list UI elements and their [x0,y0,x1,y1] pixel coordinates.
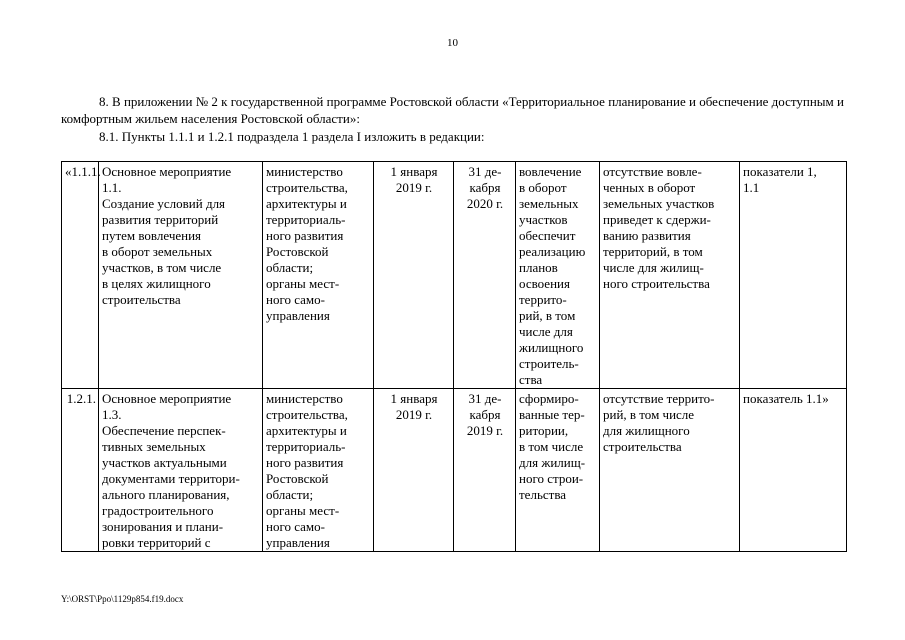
cell-line: участков, в том числе [102,260,222,275]
cell-line: планов [519,260,558,275]
cell-line: 1.1. [102,180,122,195]
cell-indicators [740,162,847,389]
cell-line: ванию развития [603,228,691,243]
cell-end-date [454,389,516,552]
cell-line: градостроительного [102,503,214,518]
cell-indicators [740,389,847,552]
cell-line: строитель- [519,356,579,371]
cell-line: области; [266,487,314,502]
cell-line: Обеспечение перспек- [102,423,226,438]
cell-line: ного строительства [603,276,710,291]
cell-line: 1.3. [102,407,122,422]
cell-line: ного само- [266,519,325,534]
cell-line: в оборот земельных [102,244,213,259]
cell-line: ного развития [266,228,344,243]
cell-line: архитектуры и [266,423,347,438]
cell-line: территориаль- [266,439,346,454]
cell-line: строительства, [266,180,348,195]
cell-line: числе для жилищ- [603,260,704,275]
cell-line: рий, в том [519,308,576,323]
cell-consequence [600,389,740,552]
cell-line: развития территорий [102,212,219,227]
cell-line: 31 де- [468,164,502,179]
program-table [61,161,847,552]
cell-line: в оборот [519,180,567,195]
table-row [62,162,847,389]
cell-line: 1 января [390,391,438,406]
cell-consequence [600,162,740,389]
cell-line: документами территори- [102,471,240,486]
cell-line: числе для [519,324,573,339]
cell-line: сформиро- [519,391,579,406]
cell-number: 1.2.1. [62,389,99,552]
cell-line: ченных в оборот [603,180,696,195]
paragraph-clause: 8.1. Пункты 1.1.1 и 1.2.1 подраздела 1 раздела I изложить в редакции: [99,129,485,144]
cell-line: ного строи- [519,471,584,486]
cell-line: 31 де- [468,391,502,406]
cell-line: освоения [519,276,570,291]
cell-line: в целях жилищного [102,276,211,291]
cell-activity [99,162,263,389]
cell-line: Ростовской [266,244,329,259]
cell-line: области; [266,260,314,275]
cell-line: путем вовлечения [102,228,202,243]
cell-line: архитектуры и [266,196,347,211]
cell-line: вовлечение [519,164,582,179]
cell-line: органы мест- [266,276,340,291]
cell-line: кабря [469,407,501,422]
cell-result [516,389,600,552]
cell-line: ного само- [266,292,325,307]
cell-line: рий, в том числе [603,407,695,422]
cell-line: территорий, в том [603,244,703,259]
cell-line: Основное мероприятие [102,391,232,406]
cell-line: тивных земельных [102,439,206,454]
cell-activity [99,389,263,552]
cell-line: для жилищного [603,423,690,438]
cell-line: в том числе [519,439,584,454]
cell-line: участков [519,212,568,227]
cell-line: жилищного [519,340,584,355]
cell-line: ального планирования, [102,487,230,502]
cell-start-date [374,389,454,552]
page-number: 10 [447,37,458,49]
cell-line: ритории, [519,423,569,438]
cell-line: управления [266,535,330,550]
cell-line: кабря [469,180,501,195]
cell-line: ного развития [266,455,344,470]
file-path-footer: Y:\ORST\Ppo\1129p854.f19.docx [61,594,184,604]
cell-line: министерство [266,164,343,179]
cell-line: 2020 г. [466,196,504,211]
cell-line: отсутствие террито- [603,391,715,406]
cell-line: земельных участков [603,196,715,211]
cell-line: 2019 г. [466,423,504,438]
cell-line: 1 января [390,164,438,179]
cell-line: территориаль- [266,212,346,227]
cell-line: реализацию [519,244,586,259]
cell-line: 2019 г. [395,407,433,422]
cell-start-date [374,162,454,389]
cell-line: строительства, [266,407,348,422]
cell-line: управления [266,308,330,323]
cell-end-date [454,162,516,389]
cell-line: министерство [266,391,343,406]
cell-line: строительства [603,439,682,454]
cell-line: показатель 1.1» [743,391,829,406]
cell-line: Создание условий для [102,196,226,211]
cell-line: Основное мероприятие [102,164,232,179]
cell-line: ства [519,372,543,387]
cell-line: тельства [519,487,567,502]
cell-number: «1.1.1. [62,162,99,389]
cell-line: земельных [519,196,579,211]
cell-result [516,162,600,389]
table-body [62,162,847,552]
cell-line: участков актуальными [102,455,227,470]
cell-line: Ростовской [266,471,329,486]
cell-line: для жилищ- [519,455,586,470]
cell-line: ровки территорий с [102,535,211,550]
table-row [62,389,847,552]
cell-line: органы мест- [266,503,340,518]
paragraph-intro: 8. В приложении № 2 к государственной программе Ростовской области «Территориальное планирование и обеспечение доступным и комфортным жильем населения Ростовской области»: [61,94,844,126]
cell-executor [263,389,374,552]
cell-line: зонирования и плани- [102,519,224,534]
cell-line: обеспечит [519,228,576,243]
cell-line: 2019 г. [395,180,433,195]
cell-line: 1.1 [743,180,760,195]
cell-line: приведет к сдержи- [603,212,711,227]
cell-line: ванные тер- [519,407,585,422]
cell-line: террито- [519,292,567,307]
cell-line: отсутствие вовле- [603,164,702,179]
cell-line: показатели 1, [743,164,817,179]
cell-executor [263,162,374,389]
cell-line: строительства [102,292,181,307]
